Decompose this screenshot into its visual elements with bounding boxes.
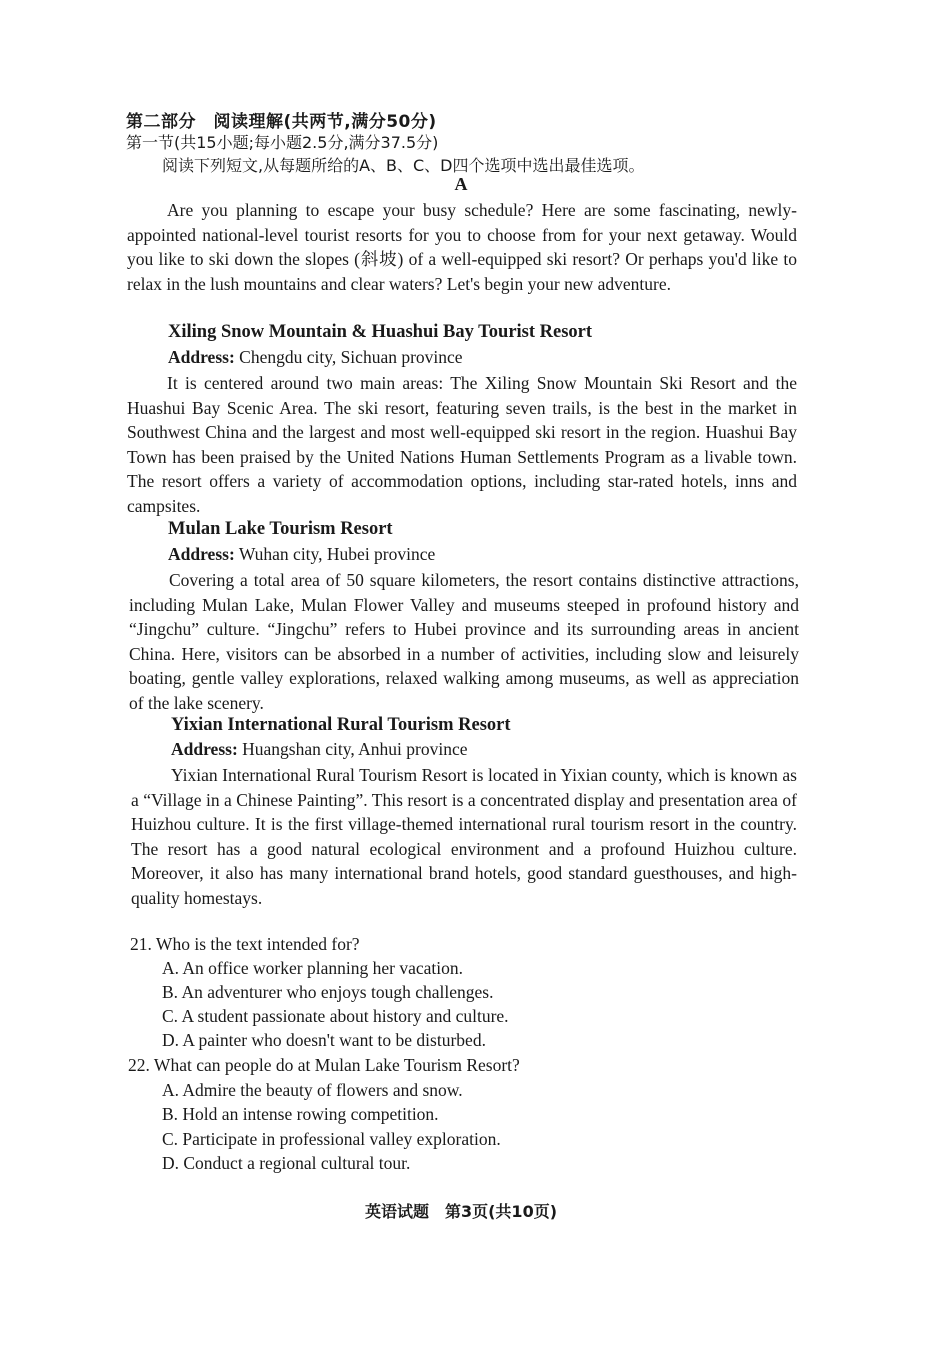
address-label: Address: xyxy=(168,544,235,564)
question-21: 21. Who is the text intended for? xyxy=(130,934,360,954)
address-value: Huangshan city, Anhui province xyxy=(242,739,468,759)
passage-label: A xyxy=(454,174,468,194)
question-22-option-b[interactable]: B. Hold an intense rowing competition. xyxy=(162,1104,439,1124)
address-value: Chengdu city, Sichuan province xyxy=(239,347,463,367)
page-footer: 英语试题 第3页(共10页) xyxy=(364,1202,558,1221)
resort-desc-mulan: Covering a total area of 50 square kilometers, the resort contains distinctive attractions, including Mulan Lake, Mulan Flower Valley and museums steeped in profound history and “Jingchu” culture. “Jingchu” refers to Hubei province and its surrounding areas in ancient China. Here, visitors can be absorbed in a number of activities, including slow and leisurely boating, gentle valley explorations, relaxed walking among museums, as well as appreciation of the lake scenery. xyxy=(129,570,799,713)
address-label: Address: xyxy=(171,739,238,759)
question-22-option-d[interactable]: D. Conduct a regional cultural tour. xyxy=(162,1153,411,1173)
part-title: 第二部分 阅读理解(共两节,满分50分) xyxy=(126,112,437,132)
resort-address-xiling xyxy=(168,347,463,368)
question-21-option-c[interactable]: C. A student passionate about history and culture. xyxy=(162,1006,509,1026)
resort-desc-yixian: Yixian International Rural Tourism Resort is located in Yixian county, which is known as a “Village in a Chinese Painting”. This resort is a concentrated display and presentation area of Huizhou culture. It is the first village-themed international rural tourism resort in the country. The resort has a good natural ecological environment and a profound Huizhou culture. Moreover, it also has many international brand hotels, good standard guesthouses, and high-quality homestays. xyxy=(131,765,797,908)
question-21-option-d[interactable]: D. A painter who doesn't want to be disturbed. xyxy=(162,1030,486,1050)
resort-desc-xiling: It is centered around two main areas: The Xiling Snow Mountain Ski Resort and the Huashui Bay Scenic Area. The ski resort, featuring seven trails, is the best in the market in Southwest China and the largest and most well-equipped ski resort in the region. Huashui Bay Town has been praised by the United Nations Human Settlements Program as a livable town. The resort offers a variety of accommodation options, including star-rated hotels, inns and campsites. xyxy=(127,373,797,516)
resort-title-yixian: Yixian International Rural Tourism Resort xyxy=(171,715,511,735)
section-title: 第一节(共15小题;每小题2.5分,满分37.5分) xyxy=(126,133,439,152)
question-22-option-c[interactable]: C. Participate in professional valley exploration. xyxy=(162,1129,501,1149)
question-21-option-b[interactable]: B. An adventurer who enjoys tough challenges. xyxy=(162,982,494,1002)
passage-intro: Are you planning to escape your busy schedule? Here are some fascinating, newly-appointed national-level tourist resorts for you to choose from for your next getaway. Would you like to ski down the slopes (斜坡) of a well-equipped ski resort? Or perhaps you'd like to relax in the lush mountains and clear waters? Let's begin your new adventure. xyxy=(127,200,797,294)
question-22: 22. What can people do at Mulan Lake Tourism Resort? xyxy=(128,1055,520,1075)
resort-title-mulan: Mulan Lake Tourism Resort xyxy=(168,519,393,539)
address-label: Address: xyxy=(168,347,235,367)
resort-address-mulan xyxy=(168,544,435,565)
question-22-option-a[interactable]: A. Admire the beauty of flowers and snow. xyxy=(162,1080,463,1100)
resort-title-xiling: Xiling Snow Mountain & Huashui Bay Tourist Resort xyxy=(168,322,593,342)
address-value: Wuhan city, Hubei province xyxy=(238,544,436,564)
instruction: 阅读下列短文,从每题所给的A、B、C、D四个选项中选出最佳选项。 xyxy=(162,156,645,175)
question-21-option-a[interactable]: A. An office worker planning her vacation. xyxy=(162,958,463,978)
resort-address-yixian xyxy=(171,739,468,760)
